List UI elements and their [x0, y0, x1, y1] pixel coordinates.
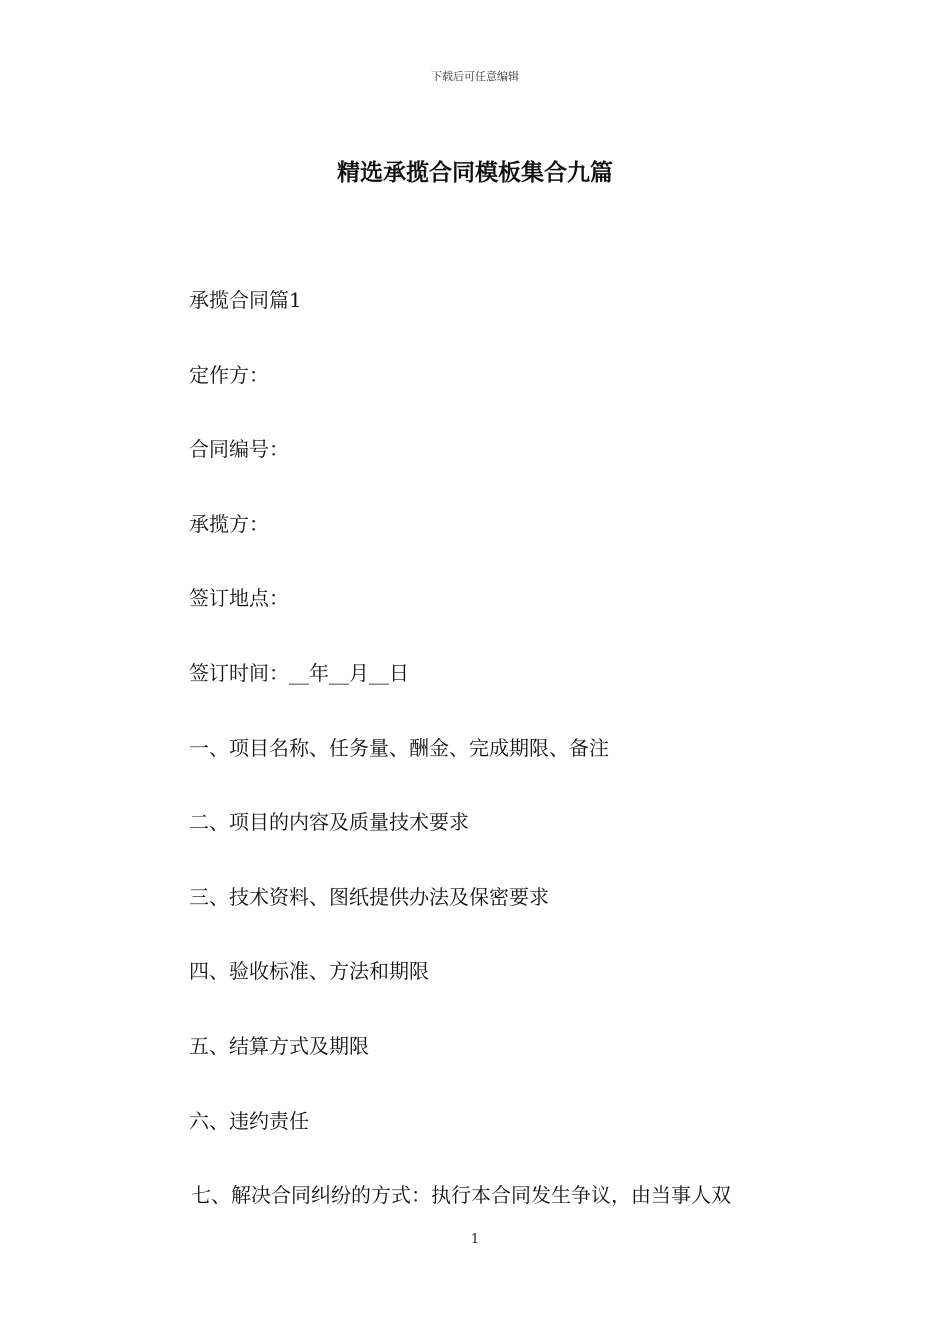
clause-item: 一、项目名称、任务量、酬金、完成期限、备注: [189, 735, 609, 760]
page-number: 1: [470, 1232, 480, 1247]
clause-item: 三、技术资料、图纸提供办法及保密要求: [189, 884, 549, 909]
section-heading: 承揽合同篇1: [189, 288, 302, 312]
clause-item: 五、结算方式及期限: [189, 1033, 369, 1058]
signing-place-field: 签订地点：: [189, 586, 289, 611]
contractor-field: 承揽方：: [189, 511, 269, 536]
signing-date-field: 签订时间：__年__月__日: [189, 660, 409, 685]
document-title: 精选承揽合同模板集合九篇: [337, 160, 613, 186]
contract-number-field: 合同编号：: [189, 437, 289, 462]
clause-item: 七、解决合同纠纷的方式：执行本合同发生争议，由当事人双: [191, 1183, 731, 1208]
clause-item: 六、违约责任: [189, 1108, 309, 1133]
ordering-party-field: 定作方：: [189, 362, 269, 387]
clause-item: 四、验收标准、方法和期限: [189, 959, 429, 984]
header-note: 下载后可任意编辑: [431, 70, 519, 83]
clause-item: 二、项目的内容及质量技术要求: [189, 810, 469, 835]
document-body: [189, 280, 829, 1250]
